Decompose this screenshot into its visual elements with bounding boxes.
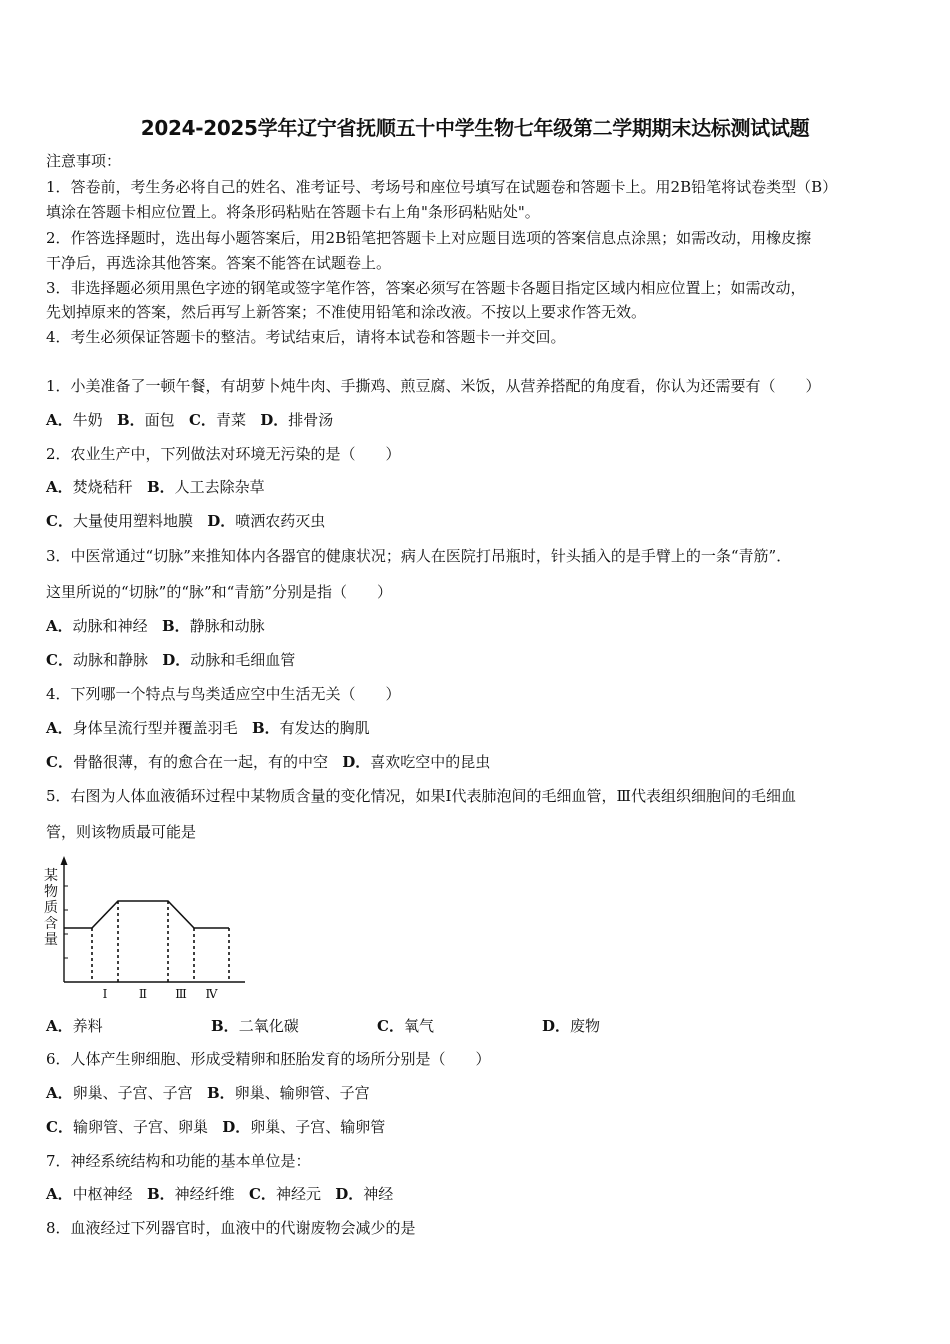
notice-line: 3．非选择题必须用黑色字迹的钢笔或签字笔作答，答案必须写在答题卡各题目指定区域内相应位置上；如需改动， bbox=[46, 279, 806, 297]
data-line bbox=[64, 901, 229, 928]
segment-dividers bbox=[92, 901, 229, 982]
option-label: D． bbox=[335, 1185, 364, 1203]
option-c: 大量使用塑料地膜 bbox=[72, 512, 193, 530]
question-6-options-1 bbox=[46, 1083, 370, 1103]
question-5-stem: 5．右图为人体血液循环过程中某物质含量的变化情况，如果Ⅰ代表肺泡间的毛细血管，Ⅲ代表组织细胞间的毛细血 bbox=[46, 787, 796, 805]
option-label: A． bbox=[46, 411, 73, 429]
option-a: 动脉和神经 bbox=[72, 617, 148, 635]
question-8-stem: 8．血液经过下列器官时，血液中的代谢废物会减少的是 bbox=[46, 1219, 416, 1237]
option-d: 神经 bbox=[363, 1185, 394, 1203]
question-7-options bbox=[46, 1184, 393, 1204]
question-1-options bbox=[46, 410, 333, 430]
option-d: 动脉和毛细血管 bbox=[190, 651, 296, 669]
x-category-label: Ⅳ bbox=[205, 987, 218, 1001]
option-label: B． bbox=[211, 1017, 239, 1035]
option-a: 身体呈流行型并覆盖羽毛 bbox=[72, 719, 238, 737]
option-c: 骨骼很薄，有的愈合在一起，有的中空 bbox=[72, 753, 328, 771]
question-4-options-1 bbox=[46, 718, 370, 738]
question-6-stem: 6．人体产生卵细胞、形成受精卵和胚胎发育的场所分别是（ ） bbox=[46, 1050, 491, 1068]
question-5-option-c bbox=[377, 1016, 434, 1036]
option-label: D． bbox=[260, 411, 289, 429]
y-axis-label bbox=[44, 867, 58, 948]
question-4-options-2 bbox=[46, 752, 490, 772]
option-label: B． bbox=[116, 411, 145, 429]
option-b: 面包 bbox=[144, 411, 175, 429]
x-category-label: Ⅰ bbox=[102, 987, 108, 1001]
option-b: 静脉和动脉 bbox=[189, 617, 265, 635]
option-d: 排骨汤 bbox=[288, 411, 334, 429]
option-label: D． bbox=[542, 1017, 571, 1035]
option-label: B． bbox=[251, 719, 280, 737]
notice-line: 1．答卷前，考生务必将自己的姓名、准考证号、考场号和座位号填写在试题卷和答题卡上。用2B铅笔将试卷类型（B） bbox=[46, 178, 838, 196]
option-c: 输卵管、子宫、卵巢 bbox=[72, 1118, 208, 1136]
option-label: D． bbox=[162, 651, 191, 669]
option-label: D． bbox=[222, 1118, 251, 1136]
question-2-options-1 bbox=[46, 477, 265, 497]
option-b: 人工去除杂草 bbox=[174, 478, 265, 496]
option-b: 卵巢、输卵管、子宫 bbox=[234, 1084, 370, 1102]
option-a: 卵巢、子宫、子宫 bbox=[72, 1084, 193, 1102]
option-label: C． bbox=[188, 411, 216, 429]
notice-heading: 注意事项： bbox=[46, 152, 122, 170]
y-axis-label-char: 含 bbox=[44, 916, 58, 932]
option-label: B． bbox=[146, 478, 175, 496]
option-label: A． bbox=[46, 1017, 73, 1035]
question-5-option-a bbox=[46, 1016, 103, 1036]
notice-line: 2．作答选择题时，选出每小题答案后，用2B铅笔把答题卡上对应题目选项的答案信息点涂黑；如需改动，用橡皮擦 bbox=[46, 229, 812, 247]
question-7-stem: 7．神经系统结构和功能的基本单位是： bbox=[46, 1152, 311, 1170]
option-label: B． bbox=[161, 617, 190, 635]
option-a: 焚烧秸秆 bbox=[72, 478, 133, 496]
notice-line: 干净后，再选涂其他答案。答案不能答在试题卷上。 bbox=[46, 254, 392, 272]
y-axis-arrow bbox=[61, 856, 68, 865]
notice-line: 4．考生必须保证答题卡的整洁。考试结束后，请将本试卷和答题卡一并交回。 bbox=[46, 328, 566, 346]
option-c: 神经元 bbox=[275, 1185, 321, 1203]
question-3-stem: 3．中医常通过“切脉”来推知体内各器官的健康状况；病人在医院打吊瓶时，针头插入的是手臂上的一条“青筋”． bbox=[46, 547, 792, 565]
question-3-options-2 bbox=[46, 650, 295, 670]
option-label: B． bbox=[206, 1084, 235, 1102]
option-a: 养料 bbox=[72, 1017, 103, 1035]
option-label: C． bbox=[46, 651, 73, 669]
option-d: 喜欢吃空中的昆虫 bbox=[370, 753, 491, 771]
y-axis-label-char: 质 bbox=[44, 900, 58, 916]
option-a: 中枢神经 bbox=[72, 1185, 133, 1203]
y-axis-label-char: 某 bbox=[44, 868, 58, 884]
option-b: 神经纤维 bbox=[174, 1185, 235, 1203]
option-label: A． bbox=[46, 1185, 73, 1203]
option-label: D． bbox=[342, 753, 371, 771]
option-c: 青菜 bbox=[215, 411, 246, 429]
y-axis-label-char: 物 bbox=[44, 884, 58, 900]
option-d: 废物 bbox=[570, 1017, 601, 1035]
option-c: 动脉和静脉 bbox=[72, 651, 148, 669]
question-2-options-2 bbox=[46, 511, 325, 531]
notice-line: 填涂在答题卡相应位置上。将条形码粘贴在答题卡右上角"条形码粘贴处"。 bbox=[46, 203, 540, 221]
option-label: C． bbox=[46, 1118, 73, 1136]
option-label: C． bbox=[46, 753, 73, 771]
option-d: 喷洒农药灭虫 bbox=[235, 512, 326, 530]
x-category-label: Ⅱ bbox=[138, 987, 148, 1001]
question-1-stem: 1．小美准备了一顿午餐，有胡萝卜炖牛肉、手撕鸡、煎豆腐、米饭，从营养搭配的角度看，你认为还需要有（ ） bbox=[46, 377, 821, 395]
option-b: 有发达的胸肌 bbox=[279, 719, 370, 737]
question-3-options-1 bbox=[46, 616, 265, 636]
question-4-stem: 4．下列哪一个特点与鸟类适应空中生活无关（ ） bbox=[46, 685, 401, 703]
question-5-option-d bbox=[542, 1016, 600, 1036]
option-d: 卵巢、子宫、输卵管 bbox=[250, 1118, 386, 1136]
option-b: 二氧化碳 bbox=[238, 1017, 299, 1035]
x-axis-categories bbox=[103, 987, 219, 1001]
option-label: A． bbox=[46, 617, 73, 635]
option-label: D． bbox=[207, 512, 236, 530]
option-label: C． bbox=[377, 1017, 404, 1035]
option-c: 氧气 bbox=[403, 1017, 434, 1035]
question-2-stem: 2．农业生产中，下列做法对环境无污染的是（ ） bbox=[46, 445, 401, 463]
option-label: A． bbox=[46, 478, 73, 496]
option-label: C． bbox=[248, 1185, 276, 1203]
question-6-options-2 bbox=[46, 1117, 385, 1137]
option-label: A． bbox=[46, 1084, 73, 1102]
option-label: B． bbox=[146, 1185, 175, 1203]
question-5-stem-cont: 管，则该物质最可能是 bbox=[46, 823, 197, 841]
question-5-option-b bbox=[211, 1016, 299, 1036]
question-3-stem-cont: 这里所说的“切脉”的“脉”和“青筋”分别是指（ ） bbox=[46, 583, 393, 601]
blood-substance-chart bbox=[40, 856, 250, 1004]
page-title: 2024-2025学年辽宁省抚顺五十中学生物七年级第二学期期末达标测试试题 bbox=[140, 116, 810, 140]
notice-line: 先划掉原来的答案，然后再写上新答案；不准使用铅笔和涂改液。不按以上要求作答无效。 bbox=[46, 303, 647, 321]
y-axis-label-char: 量 bbox=[44, 932, 58, 948]
option-a: 牛奶 bbox=[72, 411, 103, 429]
option-label: C． bbox=[46, 512, 73, 530]
option-label: A． bbox=[46, 719, 73, 737]
x-category-label: Ⅲ bbox=[175, 987, 187, 1001]
